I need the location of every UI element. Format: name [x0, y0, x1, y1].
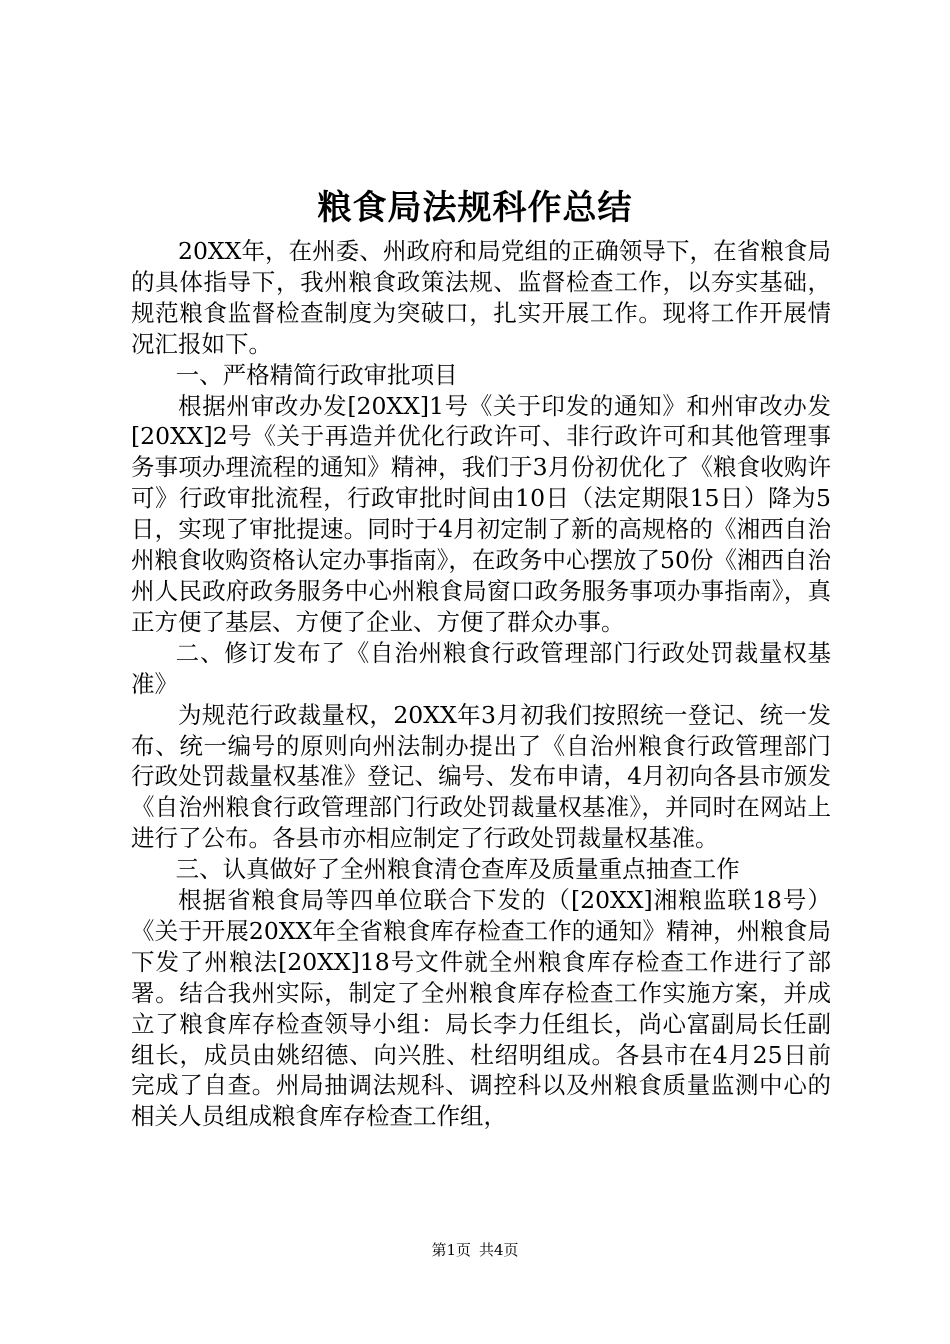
section-3-paragraph: 根据省粮食局等四单位联合下发的（[20XX]湘粮监联18号）《关于开展20XX年全省粮食库存检查工作的通知》精神，州粮食局下发了州粮法[20XX]18号文件就全州粮食库存检查工作进行了部署。结合我州实际，制定了全州粮食库存检查工作实施方案，并成立了粮食库存检查领导小组：局长李力任组长，尚心富副局长任副组长，成员由姚绍德、向兴胜、杜绍明组成。各县市在4月25日前完成了自查。州局抽调法规科、调控科以及州粮食质量监测中心的相关人员组成粮食库存检查工作组，	[131, 886, 831, 1131]
page-number: 第1页	[431, 1241, 471, 1259]
page-footer	[0, 1240, 950, 1260]
intro-paragraph: 20XX年，在州委、州政府和局党组的正确领导下，在省粮食局的具体指导下，我州粮食政策法规、监督检查工作，以夯实基础，规范粮食监督检查制度为突破口，扎实开展工作。现将工作开展情况汇报如下。	[131, 237, 831, 358]
section-1-paragraph: 根据州审改办发[20XX]1号《关于印发的通知》和州审改办发[20XX]2号《关于再造并优化行政许可、非行政许可和其他管理事务事项办理流程的通知》精神，我们于3月份初优化了《粮食收购许可》行政审批流程，行政审批时间由10日（法定期限15日）降为5日，实现了审批提速。同时于4月初定制了新的高规格的《湘西自治州粮食收购资格认定办事指南》，在政务中心摆放了50份《湘西自治州人民政府政务服务中心州粮食局窗口政务服务事项办事指南》，真正方便了基层、方便了企业、方便了群众办事。	[131, 391, 831, 636]
page-total: 共4页	[479, 1241, 519, 1259]
section-heading-2: 二、修订发布了《自治州粮食行政管理部门行政处罚裁量权基准》	[131, 638, 831, 698]
section-2-paragraph: 为规范行政裁量权，20XX年3月初我们按照统一登记、统一发布、统一编号的原则向州法制办提出了《自治州粮食行政管理部门行政处罚裁量权基准》登记、编号、发布申请，4月初向各县市颁发《自治州粮食行政管理部门行政处罚裁量权基准》，并同时在网站上进行了公布。各县市亦相应制定了行政处罚裁量权基准。	[131, 700, 831, 853]
document-title: 粮食局法规科作总结	[317, 188, 633, 228]
section-heading-3: 三、认真做好了全州粮食清仓查库及质量重点抽查工作	[175, 855, 740, 884]
document-body	[131, 236, 831, 1132]
section-heading-1: 一、严格精简行政审批项目	[175, 360, 458, 389]
